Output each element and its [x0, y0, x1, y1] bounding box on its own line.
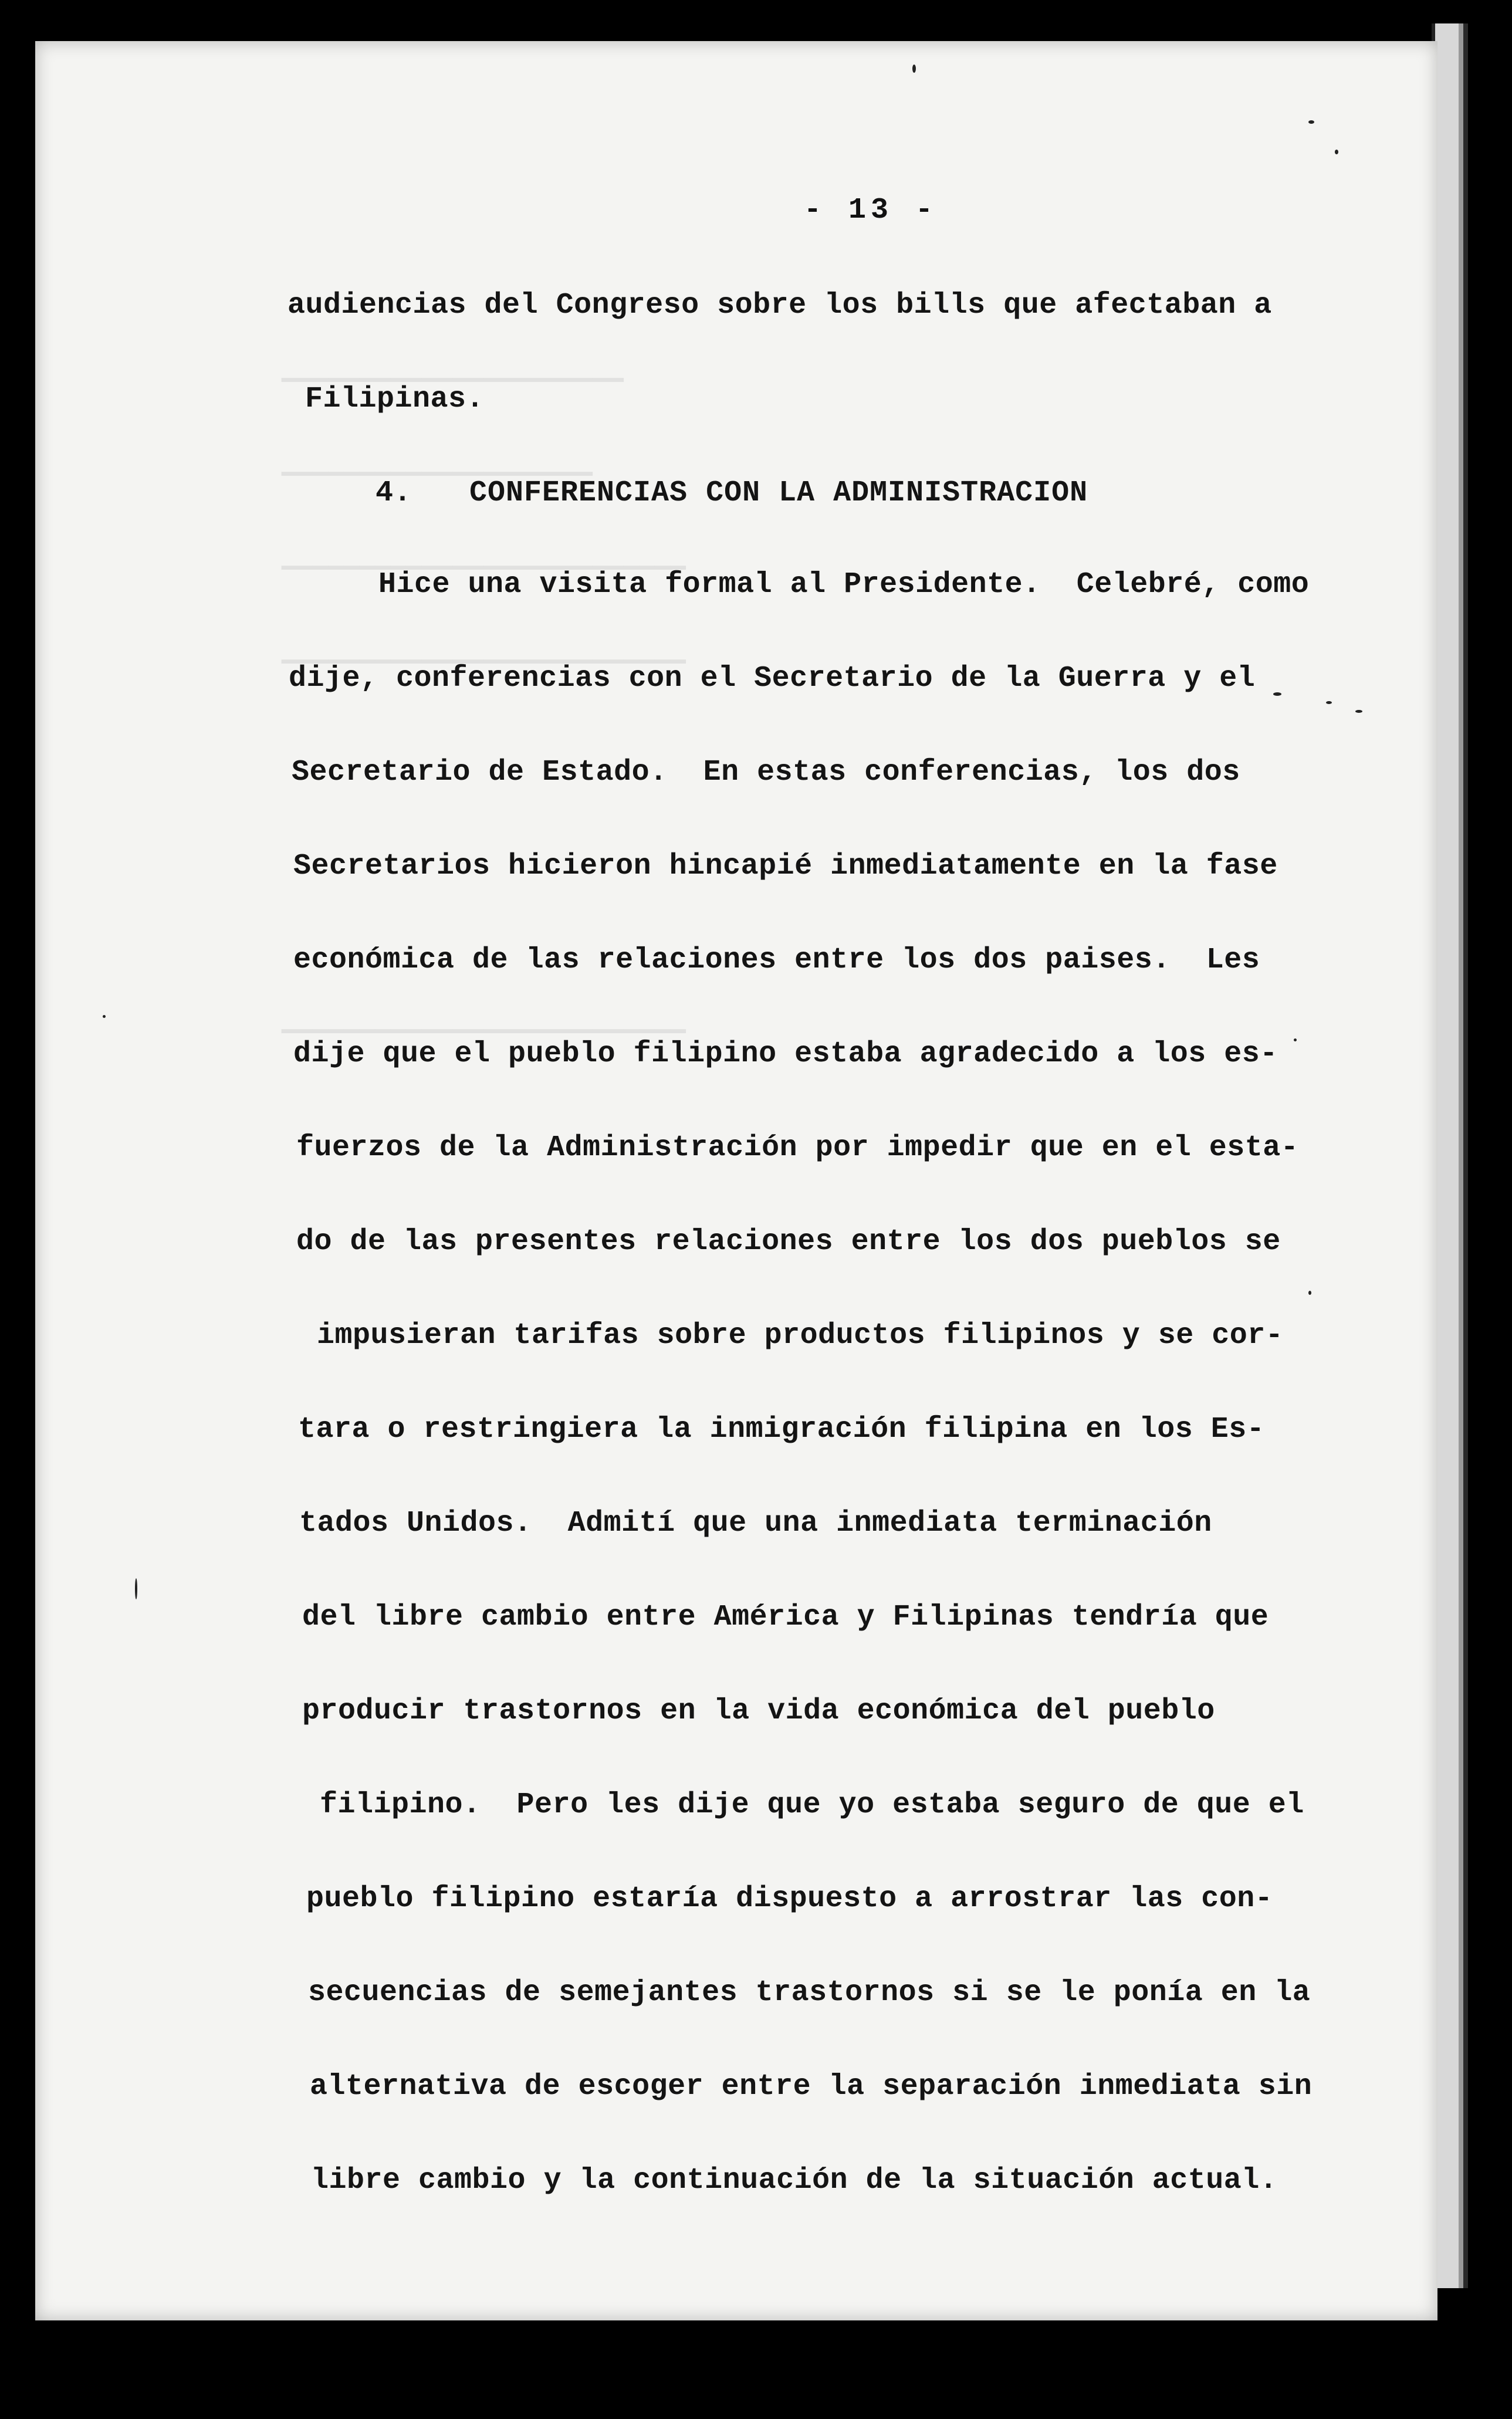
bleed-through: ▁▁▁▁▁▁▁▁▁▁▁▁▁▁▁▁▁▁▁▁▁▁▁▁▁▁ — [282, 636, 686, 665]
bleed-through: ▁▁▁▁▁▁▁▁▁▁▁▁▁▁▁▁▁▁▁▁▁▁▁▁▁▁ — [282, 1006, 686, 1035]
text-line: dije, conferencias con el Secretario de la Guerra y el — [289, 662, 1256, 695]
text-line: libre cambio y la continuación de la situación actual. — [311, 2164, 1278, 2197]
text-line: producir trastornos en la vida económica del pueblo — [302, 1694, 1215, 1728]
bleed-through: ▁▁▁▁▁▁▁▁▁▁▁▁▁▁▁▁▁▁▁▁▁▁ — [282, 354, 624, 384]
scan-speck — [1294, 1038, 1297, 1041]
scan-speck — [1273, 692, 1281, 696]
text-line: económica de las relaciones entre los dos paises. Les — [293, 943, 1260, 977]
text-line: tados Unidos. Admití que una inmediata terminación — [299, 1507, 1212, 1540]
text-line: filipino. Pero les dije que yo estaba seguro de que el — [320, 1788, 1304, 1822]
text-line: fuerzos de la Administración por impedir que en el esta- — [296, 1131, 1299, 1165]
text-line: Filipinas. — [305, 383, 485, 416]
text-line: do de las presentes relaciones entre los dos pueblos se — [296, 1225, 1281, 1258]
section-heading: CONFERENCIAS CON LA ADMINISTRACION — [469, 476, 1088, 510]
text-line: secuencias de semejantes trastornos si se le ponía en la — [308, 1976, 1311, 2009]
text-line: pueblo filipino estaría dispuesto a arrostrar las con- — [306, 1882, 1273, 1916]
scan-speck — [912, 65, 916, 73]
text-line: impusieran tarifas sobre productos filipinos y se cor- — [317, 1319, 1284, 1352]
scan-speck — [103, 1015, 106, 1018]
text-line: dije que el pueblo filipino estaba agradecido a los es- — [293, 1037, 1278, 1071]
page-number: - 13 - — [804, 194, 938, 227]
scan-speck — [1308, 120, 1314, 124]
scan-speck — [1355, 710, 1362, 713]
scan-speck — [1326, 701, 1332, 704]
text-line: Secretario de Estado. En estas conferencias, los dos — [292, 756, 1240, 789]
text-line: Hice una visita formal al Presidente. Celebré, como — [378, 568, 1310, 601]
text-line: del libre cambio entre América y Filipinas tendría que — [302, 1601, 1269, 1634]
text-line: alternativa de escoger entre la separación inmediata sin — [310, 2070, 1313, 2103]
bleed-through: ▁▁▁▁▁▁▁▁▁▁▁▁▁▁▁▁▁▁▁▁▁▁▁▁▁▁ — [282, 542, 686, 571]
text-line: tara o restringiera la inmigración filipina en los Es- — [298, 1413, 1265, 1446]
bleed-through: ▁▁▁▁▁▁▁▁▁▁▁▁▁▁▁▁▁▁▁▁ — [282, 448, 593, 478]
section-number: 4. — [376, 476, 412, 510]
scan-speck — [1335, 150, 1338, 154]
text-line: audiencias del Congreso sobre los bills que afectaban a — [287, 289, 1272, 322]
scan-speck — [1308, 1291, 1311, 1295]
text-line: Secretarios hicieron hincapié inmediatamente en la fase — [293, 850, 1278, 883]
scan-speck — [135, 1578, 137, 1599]
